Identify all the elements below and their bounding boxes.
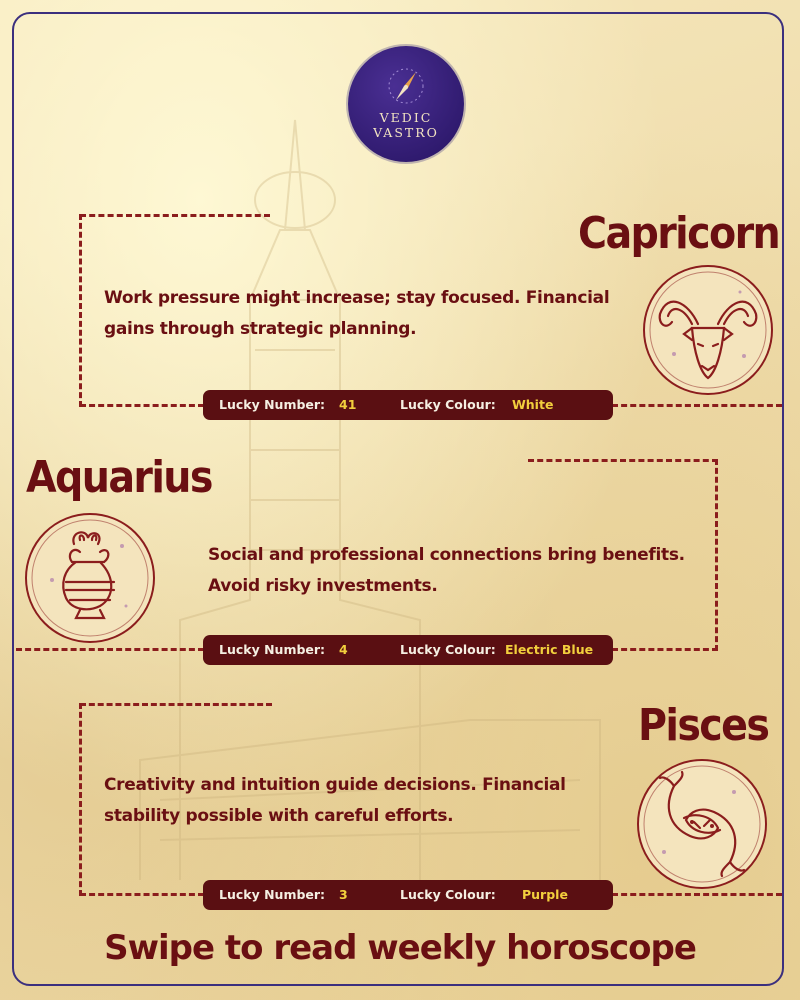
pisces-lucky-colour-label: Lucky Colour: [400, 887, 496, 902]
aquarius-lucky-bar [203, 635, 613, 665]
vedic-vastro-logo [348, 46, 464, 162]
pisces-description-line1: Creativity and intuition guide decisions. Financial [104, 775, 566, 795]
capricorn-description [104, 283, 609, 345]
capricorn-lucky-number-label: Lucky Number: [219, 397, 326, 412]
logo-text-line2: VASTRO [373, 125, 439, 140]
pisces-description [104, 770, 566, 832]
capricorn-description-line2: gains through strategic planning. [104, 319, 417, 339]
aquarius-dashed-bottom-left [16, 648, 204, 651]
capricorn-lucky-bar [203, 390, 613, 420]
capricorn-dashed-bottom-left [80, 404, 204, 407]
pisces-lucky-colour-value: Purple [522, 887, 568, 902]
pisces-lucky-bar [203, 880, 613, 910]
capricorn-lucky-colour-label: Lucky Colour: [400, 397, 496, 412]
pisces-dashed-bottom-right [612, 893, 782, 896]
pisces-dashed-top [80, 703, 272, 706]
pisces-lucky-number-value: 3 [339, 887, 348, 902]
capricorn-lucky-number-value: 41 [339, 397, 357, 412]
pisces-lucky-number-label: Lucky Number: [219, 887, 326, 902]
capricorn-title: Capricorn [578, 208, 780, 259]
pisces-description-line2: stability possible with careful efforts. [104, 806, 454, 826]
aquarius-dashed-top [528, 459, 718, 462]
pisces-fish-icon [634, 756, 770, 892]
capricorn-lucky-colour-value: White [512, 397, 554, 412]
pisces-title: Pisces [638, 700, 769, 751]
aquarius-description-line2: Avoid risky investments. [208, 576, 438, 596]
aquarius-lucky-number-label: Lucky Number: [219, 642, 326, 657]
aquarius-description [208, 540, 685, 602]
aquarius-description-line1: Social and professional connections bring benefits. [208, 545, 685, 565]
aquarius-water-pot-icon [22, 510, 158, 646]
pisces-dashed-left [79, 703, 82, 896]
aquarius-lucky-number-value: 4 [339, 642, 348, 657]
capricorn-dashed-left [79, 214, 82, 407]
pisces-dashed-bottom-left [80, 893, 204, 896]
swipe-call-to-action: Swipe to read weekly horoscope [104, 928, 696, 968]
aquarius-title: Aquarius [26, 452, 212, 503]
capricorn-dashed-top [80, 214, 270, 217]
aquarius-dashed-bottom-right [612, 648, 718, 651]
aquarius-dashed-right [715, 459, 718, 651]
capricorn-description-line1: Work pressure might increase; stay focused. Financial [104, 288, 610, 308]
capricorn-goat-icon [640, 262, 776, 398]
aquarius-lucky-colour-value: Electric Blue [505, 642, 594, 657]
aquarius-lucky-colour-label: Lucky Colour: [400, 642, 496, 657]
compass-icon [378, 64, 434, 110]
logo-text-line1: VEDIC [379, 110, 433, 125]
capricorn-dashed-bottom-right [612, 404, 782, 407]
